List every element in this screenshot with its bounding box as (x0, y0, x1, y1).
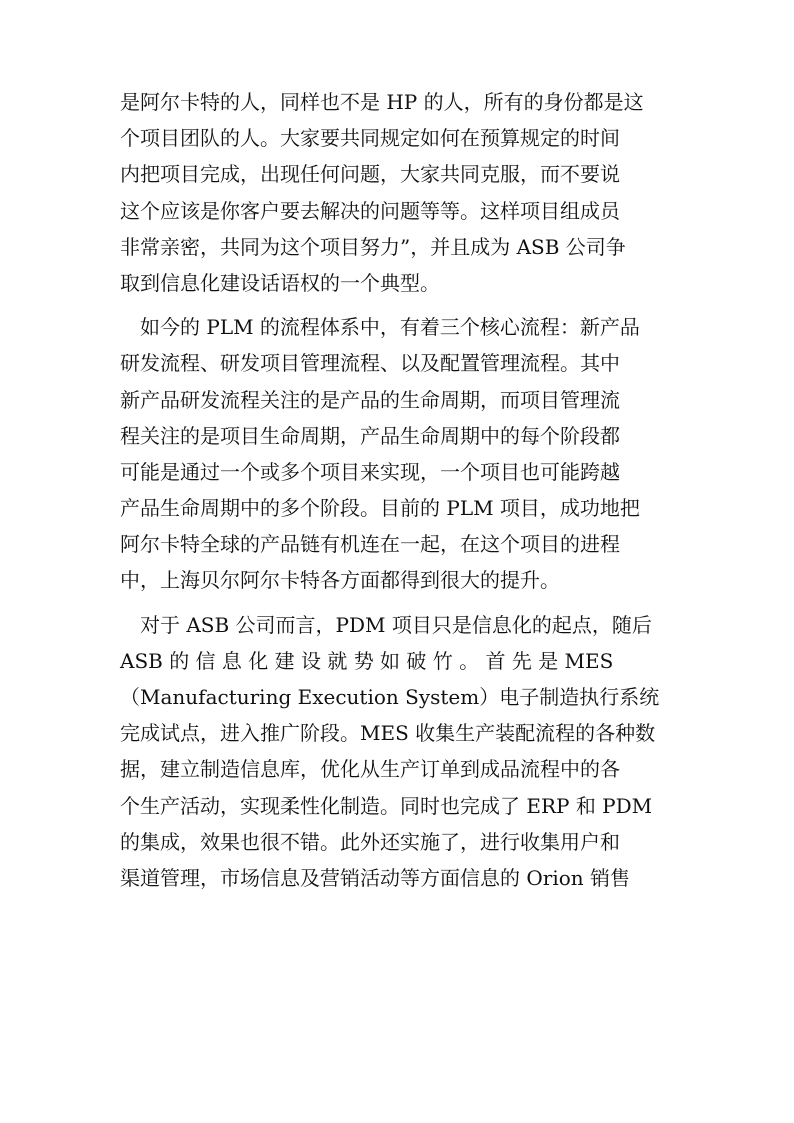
paragraph-3 (120, 607, 680, 897)
text-line: 阿尔卡特全球的产品链有机连在一起，在这个项目的进程 (120, 532, 620, 557)
text-line: （Manufacturing Execution System）电子制造执行系统 (120, 685, 660, 709)
body-text (120, 84, 680, 896)
text-line: 产品生命周期中的多个阶段。目前的 PLM 项目，成功地把 (120, 496, 640, 521)
text-line: 非常亲密，共同为这个项目努力”，并且成为 ASB 公司争 (120, 234, 626, 259)
text-line: 新产品研发流程关注的是产品的生命周期，而项目管理流 (120, 387, 620, 412)
text-line: 中，上海贝尔阿尔卡特各方面都得到很大的提升。 (120, 568, 560, 593)
text-line: 完成试点，进入推广阶段。MES 收集生产装配流程的各种数 (120, 721, 656, 746)
text-line: 内把项目完成，出现任何问题，大家共同克服，而不要说 (120, 162, 620, 187)
text-line: 对于 ASB 公司而言，PDM 项目只是信息化的起点，随后 (120, 612, 652, 637)
paragraph-2 (120, 309, 680, 599)
text-line: 可能是通过一个或多个项目来实现，一个项目也可能跨越 (120, 459, 620, 484)
text-line: 个生产活动，实现柔性化制造。同时也完成了 ERP 和 PDM (120, 793, 653, 818)
text-line: 据，建立制造信息库，优化从生产订单到成品流程中的各 (120, 757, 620, 782)
text-line: 是阿尔卡特的人，同样也不是 HP 的人，所有的身份都是这 (120, 90, 644, 114)
text-line: 取到信息化建设话语权的一个典型。 (120, 270, 440, 295)
text-line: 程关注的是项目生命周期，产品生命周期中的每个阶段都 (120, 423, 620, 448)
paragraph-1 (120, 84, 680, 301)
text-line: ASB 的 信 息 化 建 设 就 势 如 破 竹 。 首 先 是 MES (120, 648, 614, 673)
text-line: 这个应该是你客户要去解决的问题等等。这样项目组成员 (120, 198, 620, 223)
text-line: 如今的 PLM 的流程体系中，有着三个核心流程：新产品 (120, 315, 640, 340)
text-line: 个项目团队的人。大家要共同规定如何在预算规定的时间 (120, 126, 620, 151)
text-line: 渠道管理，市场信息及营销活动等方面信息的 Orion 销售 (120, 865, 630, 890)
text-line: 研发流程、研发项目管理流程、以及配置管理流程。其中 (120, 351, 620, 376)
text-line: 的集成，效果也很不错。此外还实施了，进行收集用户和 (120, 829, 620, 854)
